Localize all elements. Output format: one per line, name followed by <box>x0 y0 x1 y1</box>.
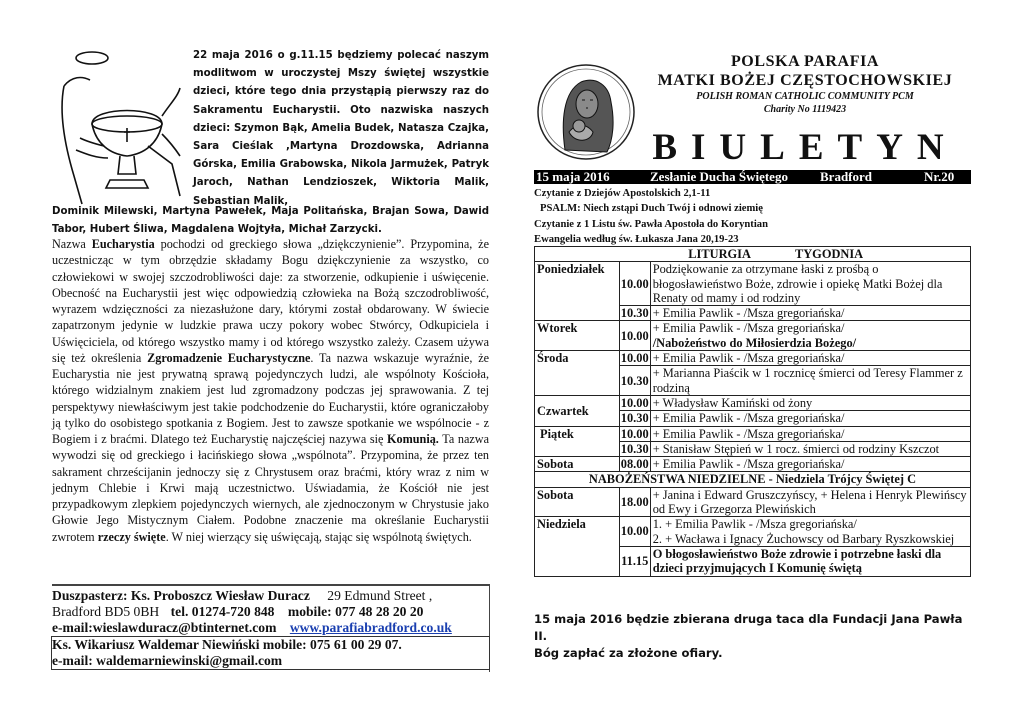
sunday-services-header: NABOŻEŃSTWA NIEDZIELNE - Niedziela Trójcy Świętej C <box>535 472 971 487</box>
first-communion-intro <box>193 47 489 211</box>
article-term: rzeczy święte <box>97 529 166 544</box>
pastor-line <box>52 586 489 604</box>
psalm: PSALM: Niech zstąpi Duch Twój i odnowi ziemię <box>540 203 763 215</box>
table-row <box>535 457 971 472</box>
table-row <box>535 351 971 366</box>
table-row <box>535 395 971 410</box>
day-friday: Piątek <box>535 426 620 457</box>
mass-intention <box>650 321 970 351</box>
mass-time: 10.00 <box>620 395 649 410</box>
table-row <box>535 426 971 441</box>
mass-time: 08.00 <box>620 457 649 472</box>
mass-time: 10.30 <box>619 366 650 396</box>
feast-name: Zesłanie Ducha Świętego <box>650 169 788 184</box>
mass-intention: + Emilia Pawlik - /Msza gregoriańska/ <box>650 306 970 321</box>
mass-time: 18.00 <box>619 487 650 517</box>
parish-website-link[interactable]: www.parafiabradford.co.uk <box>289 620 452 635</box>
mass-intention: Podziękowanie za otrzymane łaski z prośbą o błogosławieństwo Boże, zdrowie i opiekę Matki Bożej dla Renaty od mamy i od rodziny <box>650 262 970 306</box>
day-saturday: Sobota <box>535 457 620 472</box>
vicar-line: Ks. Wikariusz Waldemar Niewiński mobile: 075 61 00 29 07. <box>52 637 402 652</box>
header-line1: POLSKA PARAFIA <box>730 53 880 70</box>
mass-intention <box>650 517 970 547</box>
day-sunday: Niedziela <box>535 517 620 576</box>
parish-header <box>640 52 970 116</box>
mass-time: 10.00 <box>620 426 649 441</box>
head-liturgia: LITURGIA <box>688 247 751 261</box>
header-line3: POLISH ROMAN CATHOLIC COMMUNITY PCM <box>696 91 914 102</box>
mass-intention: + Emilia Pawlik - /Msza gregoriańska/ <box>650 351 970 366</box>
sunday-header-row <box>535 472 971 487</box>
charity-number: Charity No 1119423 <box>763 104 847 115</box>
article-term: Komunią. <box>387 432 439 446</box>
mass-intention: + Emilia Pawlik - /Msza gregoriańska/ <box>650 457 970 472</box>
day-tuesday: Wtorek <box>535 321 620 351</box>
table-header <box>535 247 971 262</box>
reading-1: Czytanie z Dziejów Apostolskich 2,1-11 <box>534 188 711 199</box>
head-tygodnia: TYGODNIA <box>794 247 864 261</box>
article-text: . Ta nazwa wskazuje wyraźnie, że Eucharystia nie jest prywatną sprawą pojedynczych ludzi, ale wspólnoty Kościoła, którego widzialnym znakiem jest lud zgromadzony podczas jej sprawowania. Z tej perspektywy niewłaściwym jest takie podchodzenie do Eucharystii, które ograniczałoby ją tylko do osobistego spotkania z Bogiem. Jest to zawsze spotkanie we wspólnocie - z Bogiem i z braćmi. Dlatego też Eucharystię najczęściej nazywa się <box>52 350 490 446</box>
article-text: Ta nazwa wywodzi się od greckiego i łacińskiego słowa „wspólnota”. Przypomina, że przez ten sakrament chrześcijanin jednoczy się z Chrystusem oraz braćmi, który wraz z nim w jednym Chlebie i Krwi mają uczestnictwo. Uświadamia, że Kościół nie jest przypadkowym zlepkiem pojedynczych wiernych, ale zjednoczonym w Chrystusie jako Głowie Jego Mistycznym Ciałem. Podobne znaczenie ma określanie Eucharystii zwrotem <box>52 432 489 544</box>
mass-time: 10.00 <box>619 321 650 351</box>
pastor-name: Duszpasterz: Ks. Proboszcz Wiesław Duracz <box>52 588 310 603</box>
article-text: pochodzi od greckiego słowa „dziękczynienie”. Przypomina, że uczestnicząc w tym obrzędzie składamy Bogu dziękczynienie za wszystko, co człowiekowi w swojej szczodrobliwości daje: za stworzenie, odkupienie i uświęcenie. Obecność na Eucharystii jest więc odpowiedzią człowieka na Bożą szczodrobliwość, wyrazem wdzięczności za niezasłużone dary, którymi został obdarowany. W świecie zapatrzonym jedynie w ludzkie prawa uczy pokory wobec Stwórcy, Odkupiciela i Uświęciciela, od którego wszystko mamy i od którego wszystko zależy. Czasem używa się też określenia <box>52 237 489 365</box>
mass-intention: + Stanisław Stępień w 1 rocz. śmierci od rodziny Kszczot <box>650 441 970 456</box>
madonna-illustration <box>535 62 638 162</box>
chalice-illustration <box>52 46 182 206</box>
pastor-email[interactable]: e-mail:wieslawduracz@btinternet.com <box>52 620 277 635</box>
date-bar <box>534 170 971 184</box>
intention-line: + Emilia Pawlik - /Msza gregoriańska/ <box>652 321 845 336</box>
vicar-box <box>51 636 490 670</box>
intro-cont-text: Dominik Milewski, Martyna Pawełek, Maja Politańska, Brajan Sowa, Dawid Tabor, Hubert Śliwa, Magdalena Wojtyła, Michał Zarzycki. <box>52 206 489 236</box>
mass-intention: + Emilia Pawlik - /Msza gregoriańska/ <box>650 411 970 426</box>
address-phone-line <box>52 604 489 620</box>
intention-line: 2. + Wacława i Ignacy Żuchowscy od Barbary Ryszkowskiej <box>652 531 955 546</box>
table-row <box>535 262 971 306</box>
gospel: Ewangelia według św. Łukasza Jana 20,19-23 <box>534 234 739 246</box>
day-thursday: Czwartek <box>535 395 620 426</box>
collection-line1: 15 maja 2016 będzie zbierana druga taca dla Fundacji Jana Pawła II. <box>534 612 963 643</box>
collection-line2: Bóg zapłać za złożone ofiary. <box>534 646 723 660</box>
mass-time: 10.00 <box>619 262 650 306</box>
mass-time: 10.30 <box>620 306 649 321</box>
header-line2: MATKI BOŻEJ CZĘSTOCHOWSKIEJ <box>657 72 953 89</box>
day-saturday-vigil: Sobota <box>535 487 620 517</box>
mass-time: 10.30 <box>620 411 649 426</box>
article-term: Zgromadzenie Eucharystyczne <box>147 350 311 365</box>
mass-time: 11.15 <box>619 546 650 576</box>
table-row <box>535 321 971 351</box>
bulletin-title: BIULETYN <box>652 127 958 168</box>
mass-intention: + Janina i Edward Gruszczyńscy, + Helena i Henryk Plewińscy od Ewy i Grzegorza Plewińskich <box>650 487 970 517</box>
article-term: Eucharystia <box>91 237 155 251</box>
article-text: Nazwa <box>52 237 92 251</box>
vicar-email[interactable]: e-mail: waldemarniewinski@gmail.com <box>52 653 283 668</box>
devotion-line: /Nabożeństwo do Miłosierdzia Bożego/ <box>652 335 857 350</box>
day-wednesday: Środa <box>535 351 620 396</box>
bulletin-date: 15 maja 2016 <box>536 169 610 184</box>
reading-2: Czytanie z 1 Listu św. Pawła Apostoła do Koryntian <box>534 218 768 230</box>
address-line2: Bradford BD5 0BH <box>52 604 160 619</box>
mass-time: 10.30 <box>620 441 649 456</box>
table-row <box>535 487 971 517</box>
telephone: tel. 01274-720 848 <box>170 604 275 619</box>
madonna-icon <box>535 62 638 162</box>
liturgy-schedule-table <box>534 246 971 577</box>
place-name: Bradford <box>820 169 872 184</box>
mass-time: 10.00 <box>620 351 649 366</box>
readings <box>534 186 974 248</box>
table-header-row <box>535 247 971 262</box>
table-row <box>535 517 971 547</box>
day-monday: Poniedziałek <box>535 262 620 321</box>
email-web-line <box>52 620 489 636</box>
first-communion-names-cont <box>52 203 489 239</box>
intro-text: 22 maja 2016 o g.11.15 będziemy polecać naszym modlitwom w uroczystej Mszy świętej wszystkie dzieci, które tego dnia przystąpią pierwszy raz do Sakramentu Eucharystii. Oto nazwiska naszych dzieci: Szymon Bąk, Amelia Budek, Natasza Czajka, Sara Cieślak ,Martyna Drozdowska, Adrianna Górska, Emilia Grabowska, Nikola Jarmużek, Patryk Jaroch, Nathan Lendzioszek, Wiktoria Malik, Sebastian Malik, <box>193 50 489 207</box>
mass-intention: + Marianna Piaścik w 1 rocznicę śmierci od Teresy Flammer z rodziną <box>650 366 970 396</box>
pastor-mobile: mobile: 077 48 28 20 20 <box>287 604 424 619</box>
contact-box <box>52 584 490 672</box>
chalice-icon <box>52 46 182 206</box>
mass-intention: O błogosławieństwo Boże zdrowie i potrzebne łaski dla dzieci przyjmujących I Komunię świętą <box>650 546 970 576</box>
intention-line: 1. + Emilia Pawlik - /Msza gregoriańska/ <box>652 517 857 532</box>
article-text: . W niej wierzący się uświęcają, stając się wspólnotą świętych. <box>165 529 472 544</box>
mass-intention: + Emilia Pawlik - /Msza gregoriańska/ <box>650 426 970 441</box>
eucharist-article <box>52 236 489 545</box>
address-line1: 29 Edmund Street , <box>327 588 433 603</box>
collection-notice <box>534 611 974 662</box>
mass-time: 10.00 <box>619 517 650 547</box>
issue-number: Nr.20 <box>924 169 955 184</box>
mass-intention: + Władysław Kamiński od żony <box>650 395 970 410</box>
